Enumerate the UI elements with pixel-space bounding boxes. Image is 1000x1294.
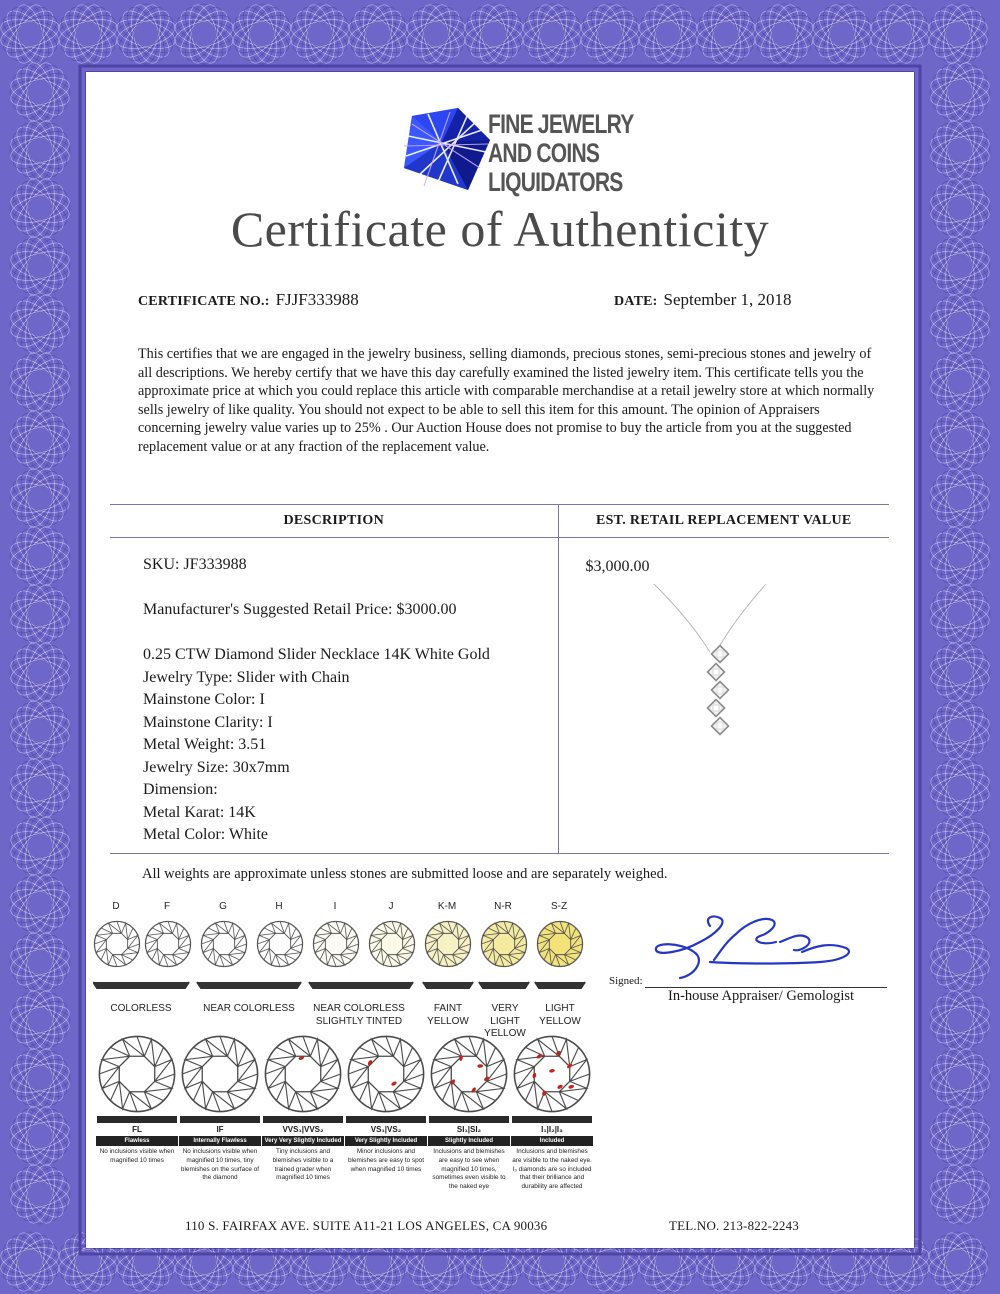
clarity-name: Very Slightly Included bbox=[345, 1136, 427, 1146]
color-grade-letter: J bbox=[388, 901, 394, 912]
color-category-label bbox=[305, 1003, 413, 1028]
signed-label: Signed: bbox=[609, 975, 643, 987]
retail-value: $3,000.00 bbox=[585, 558, 650, 575]
diamond-color-icon bbox=[144, 920, 192, 968]
item-detail: Mainstone Clarity: I bbox=[143, 713, 273, 731]
clarity-divider bbox=[180, 1116, 260, 1123]
color-category-label bbox=[197, 1003, 301, 1016]
diamond-color-icon bbox=[200, 920, 248, 968]
item-detail: Jewelry Size: 30x7mm bbox=[143, 758, 290, 776]
clarity-code: VS₁|VS₂ bbox=[370, 1125, 402, 1134]
clarity-name: Flawless bbox=[96, 1136, 178, 1146]
clarity-code: SI₁|SI₂ bbox=[456, 1125, 482, 1134]
color-category-label bbox=[93, 1003, 189, 1016]
logo-wordmark bbox=[488, 110, 633, 197]
clarity-description: Inclusions and blemishes are easy to see when magnified 10 times, sometimes even visible to the naked eye bbox=[432, 1148, 506, 1191]
clarity-code: I₁|I₂|I₃ bbox=[541, 1125, 563, 1134]
color-category-line: YELLOW bbox=[539, 1015, 581, 1027]
item-detail: Jewelry Type: Slider with Chain bbox=[143, 668, 350, 686]
diamond-clarity-icon bbox=[263, 1034, 343, 1114]
color-category-line: YELLOW bbox=[427, 1015, 469, 1027]
footer-address: 110 S. FAIRFAX AVE. SUITE A11-21 LOS ANGELES, CA 90036 bbox=[185, 1218, 548, 1233]
item-detail: Metal Color: White bbox=[143, 826, 269, 843]
diamond-color-icon bbox=[368, 920, 416, 968]
clarity-code: IF bbox=[216, 1125, 224, 1134]
color-grade-chart bbox=[93, 898, 593, 1038]
color-category-line: YELLOW bbox=[484, 1028, 526, 1039]
color-category-label bbox=[423, 1003, 473, 1028]
certificate-number bbox=[138, 290, 359, 310]
diamond-clarity-icon bbox=[346, 1034, 426, 1114]
diamond-clarity-icon bbox=[180, 1034, 260, 1114]
clarity-divider bbox=[429, 1116, 509, 1123]
certificate-number-label: CERTIFICATE NO.: bbox=[138, 294, 270, 309]
clarity-name: Very Very Slightly Included bbox=[262, 1136, 344, 1146]
clarity-description: Minor inclusions and blemishes are easy to spot when magnified 10 times bbox=[347, 1148, 425, 1173]
item-detail: 0.25 CTW Diamond Slider Necklace 14K White Gold bbox=[143, 646, 490, 663]
clarity-name: Slightly Included bbox=[428, 1136, 510, 1146]
footer-phone: TEL.NO. 213-822-2243 bbox=[669, 1218, 800, 1233]
date-label: DATE: bbox=[614, 294, 658, 309]
color-grade-letter: I bbox=[333, 901, 337, 912]
color-grade-letter: S-Z bbox=[550, 901, 568, 912]
certificate-number-value: FJJF333988 bbox=[275, 290, 359, 309]
color-category-line: LIGHT bbox=[545, 1003, 575, 1014]
diamond-color-icon bbox=[93, 920, 141, 968]
item-detail: Metal Karat: 14K bbox=[143, 803, 256, 821]
appraiser-title: In-house Appraiser/ Gemologist bbox=[668, 988, 855, 1004]
clarity-divider bbox=[97, 1116, 177, 1123]
clarity-description: Tiny inclusions and blemishes visible to a trained grader when magnified 10 times bbox=[272, 1148, 334, 1182]
color-category-line: COLORLESS bbox=[110, 1003, 172, 1014]
item-detail: Metal Weight: 3.51 bbox=[143, 736, 267, 753]
clarity-code: VVS₁|VVS₂ bbox=[282, 1125, 324, 1134]
color-category-line: FAINT bbox=[433, 1003, 463, 1014]
certificate-date bbox=[614, 290, 791, 310]
description-cell bbox=[110, 538, 558, 854]
item-table bbox=[110, 504, 889, 854]
color-group-bracket bbox=[93, 980, 593, 996]
clarity-chart bbox=[97, 1032, 597, 1212]
logo-line-1: FINE JEWELRY bbox=[488, 109, 634, 139]
diamond-clarity-icon bbox=[429, 1034, 509, 1114]
diamond-clarity-icon bbox=[512, 1034, 592, 1114]
clarity-divider bbox=[346, 1116, 426, 1123]
clarity-divider bbox=[263, 1116, 343, 1123]
clarity-divider bbox=[512, 1116, 592, 1123]
item-sku: SKU: JF333988 bbox=[143, 556, 247, 573]
gem-logo-icon bbox=[398, 106, 494, 202]
color-grade-letter: K-M bbox=[437, 901, 457, 912]
diamond-color-icon bbox=[480, 920, 528, 968]
clarity-name: Included bbox=[511, 1136, 593, 1146]
color-category-label bbox=[535, 1003, 585, 1028]
color-grade-letter: H bbox=[275, 901, 283, 912]
page-title: Certificate of Authenticity bbox=[230, 201, 770, 257]
company-logo bbox=[398, 106, 634, 202]
color-grade-letter: G bbox=[219, 901, 227, 912]
weights-note: All weights are approximate unless stones are submitted loose and are separately weighed. bbox=[142, 866, 668, 882]
clarity-name: Internally Flawless bbox=[179, 1136, 261, 1146]
diamond-color-icon bbox=[312, 920, 360, 968]
diamond-color-icon bbox=[536, 920, 584, 968]
clarity-description: Inclusions and blemishes are visible to the naked eye. I₃ diamonds are so included that their brilliance and durability are affected bbox=[512, 1148, 592, 1191]
certification-statement: This certifies that we are engaged in the jewelry business, selling diamonds, precious stones, semi-precious stones and jewelry of all descriptions. We hereby certify that we have this day carefully examined the listed jewelry item. This certificate tells you the approximate price at which you could replace this article with comparable merchandise at a retail jewelry store at which normally sells jewelry of like quality. You should not expect to be able to sell this item for this amount. The opinion of Appraisers concerning jewelry value varies up to 25% . Our Auction House does not promise to buy the article from you at the suggested replacement value or at any fraction of the replacement value. bbox=[138, 346, 875, 455]
diamond-clarity-icon bbox=[97, 1034, 177, 1114]
logo-line-2: AND COINS bbox=[488, 138, 600, 168]
clarity-code: FL bbox=[132, 1125, 142, 1134]
item-detail: Dimension: bbox=[143, 781, 218, 798]
color-category-line: NEAR COLORLESS bbox=[203, 1003, 295, 1014]
diamond-color-icon bbox=[424, 920, 472, 968]
date-value: September 1, 2018 bbox=[663, 290, 792, 309]
diamond-color-icon bbox=[256, 920, 304, 968]
necklace-image bbox=[650, 580, 770, 740]
color-grade-letter: F bbox=[163, 901, 171, 912]
color-grade-letter: N-R bbox=[494, 901, 512, 912]
value-header: EST. RETAIL REPLACEMENT VALUE bbox=[558, 505, 889, 538]
color-category-line: SLIGHTLY TINTED bbox=[315, 1015, 403, 1027]
signature-scribble bbox=[650, 912, 860, 982]
clarity-description: No inclusions visible when magnified 10 times bbox=[99, 1148, 175, 1164]
clarity-description: No inclusions visible when magnified 10 times, tiny blemishes on the surface of the diamond bbox=[180, 1148, 260, 1182]
logo-line-3: LIQUIDATORS bbox=[488, 167, 623, 197]
description-header: DESCRIPTION bbox=[110, 505, 558, 538]
item-detail: Mainstone Color: I bbox=[143, 691, 265, 708]
item-msrp: Manufacturer's Suggested Retail Price: $3000.00 bbox=[143, 601, 457, 618]
color-category-line: VERY LIGHT bbox=[490, 1003, 520, 1027]
color-category-line: NEAR COLORLESS bbox=[313, 1003, 405, 1014]
color-grade-letter: D bbox=[112, 901, 120, 912]
